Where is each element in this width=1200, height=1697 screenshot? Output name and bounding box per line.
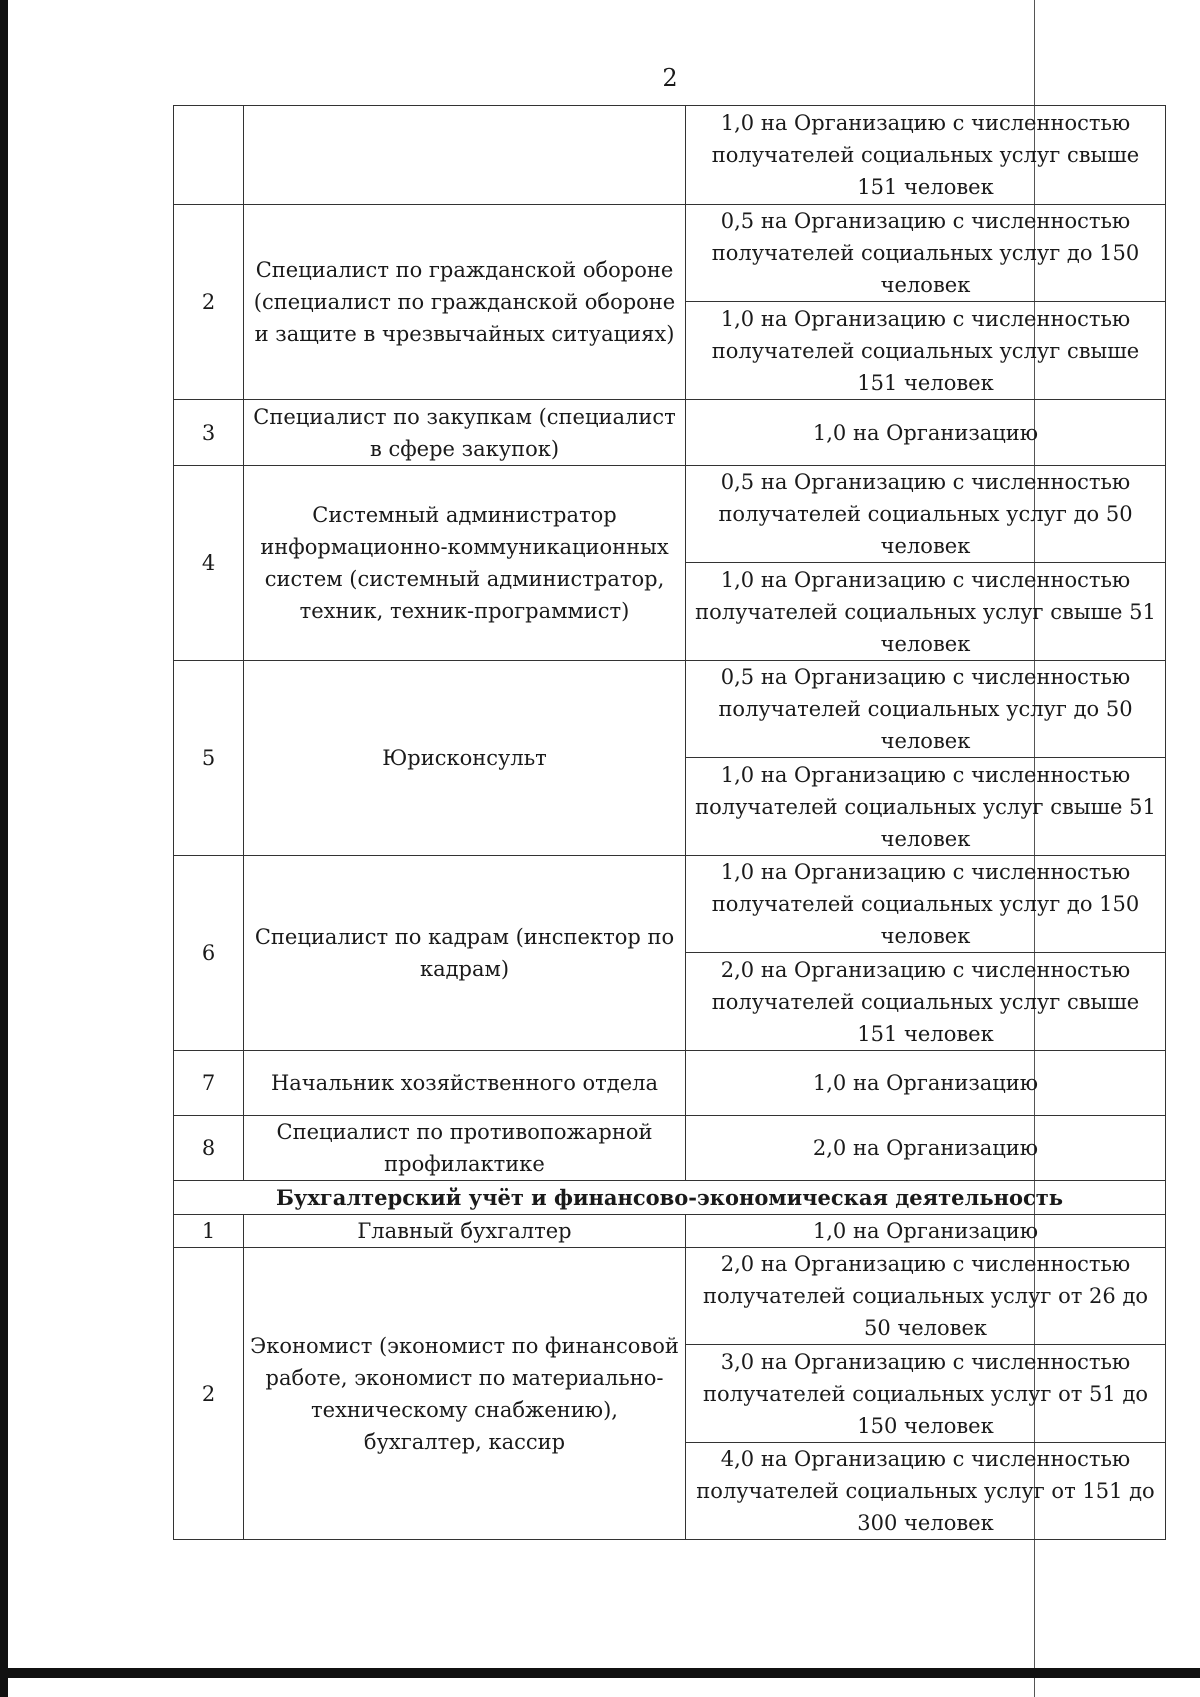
row-number: 3 xyxy=(174,400,244,466)
row-number: 5 xyxy=(174,661,244,856)
section-title: Бухгалтерский учёт и финансово-экономическая деятельность xyxy=(174,1181,1166,1215)
position-cell: Экономист (экономист по финансовой работе, экономист по материально-техническому снабжению), бухгалтер, кассир xyxy=(244,1248,686,1540)
row-number: 4 xyxy=(174,466,244,661)
row-number: 2 xyxy=(174,1248,244,1540)
table-row xyxy=(174,205,1166,302)
norm-cell: 2,0 на Организацию с численностью получателей социальных услуг свыше 151 человек xyxy=(686,953,1166,1051)
norm-cell: 1,0 на Организацию xyxy=(686,400,1166,466)
row-number: 7 xyxy=(174,1051,244,1116)
norm-cell: 0,5 на Организацию с численностью получателей социальных услуг до 50 человек xyxy=(686,661,1166,758)
norm-cell: 3,0 на Организацию с численностью получателей социальных услуг от 51 до 150 человек xyxy=(686,1345,1166,1443)
page-number: 2 xyxy=(662,64,678,92)
row-number: 2 xyxy=(174,205,244,400)
position-cell: Специалист по закупкам (специалист в сфере закупок) xyxy=(244,400,686,466)
position-cell: Специалист по гражданской обороне (специалист по гражданской обороне и защите в чрезвычайных ситуациях) xyxy=(244,205,686,400)
table-row xyxy=(174,1248,1166,1345)
table-row xyxy=(174,1215,1166,1248)
table-row xyxy=(174,106,1166,205)
table-row xyxy=(174,400,1166,466)
position-cell: Начальник хозяйственного отдела xyxy=(244,1051,686,1116)
scan-left-border xyxy=(0,0,8,1697)
row-number xyxy=(174,106,244,205)
norm-cell: 1,0 на Организацию xyxy=(686,1215,1166,1248)
norm-cell: 1,0 на Организацию xyxy=(686,1051,1166,1116)
table-row xyxy=(174,1116,1166,1181)
norm-cell: 1,0 на Организацию с численностью получателей социальных услуг свыше 151 человек xyxy=(686,302,1166,400)
norm-cell: 1,0 на Организацию с численностью получателей социальных услуг до 150 человек xyxy=(686,856,1166,953)
position-cell: Специалист по противопожарной профилактике xyxy=(244,1116,686,1181)
row-number: 1 xyxy=(174,1215,244,1248)
position-cell xyxy=(244,106,686,205)
norm-cell: 0,5 на Организацию с численностью получателей социальных услуг до 50 человек xyxy=(686,466,1166,563)
position-cell: Юрисконсульт xyxy=(244,661,686,856)
norm-cell: 1,0 на Организацию с численностью получателей социальных услуг свыше 51 человек xyxy=(686,563,1166,661)
norm-cell: 2,0 на Организацию с численностью получателей социальных услуг от 26 до 50 человек xyxy=(686,1248,1166,1345)
table-row xyxy=(174,1051,1166,1116)
norm-cell: 4,0 на Организацию с численностью получателей социальных услуг от 151 до 300 человек xyxy=(686,1443,1166,1540)
position-cell: Специалист по кадрам (инспектор по кадрам) xyxy=(244,856,686,1051)
position-cell: Главный бухгалтер xyxy=(244,1215,686,1248)
row-number: 6 xyxy=(174,856,244,1051)
table-row xyxy=(174,856,1166,953)
section-header-row xyxy=(174,1181,1166,1215)
position-cell: Системный администратор информационно-коммуникационных систем (системный администратор, техник, техник-программист) xyxy=(244,466,686,661)
norm-cell: 1,0 на Организацию с численностью получателей социальных услуг свыше 151 человек xyxy=(686,106,1166,205)
staffing-norms-table xyxy=(173,105,1166,1540)
norm-cell: 0,5 на Организацию с численностью получателей социальных услуг до 150 человек xyxy=(686,205,1166,302)
table-row xyxy=(174,661,1166,758)
row-number: 8 xyxy=(174,1116,244,1181)
norm-cell: 1,0 на Организацию с численностью получателей социальных услуг свыше 51 человек xyxy=(686,758,1166,856)
norm-cell: 2,0 на Организацию xyxy=(686,1116,1166,1181)
table-row xyxy=(174,466,1166,563)
scan-bottom-border xyxy=(0,1668,1200,1678)
